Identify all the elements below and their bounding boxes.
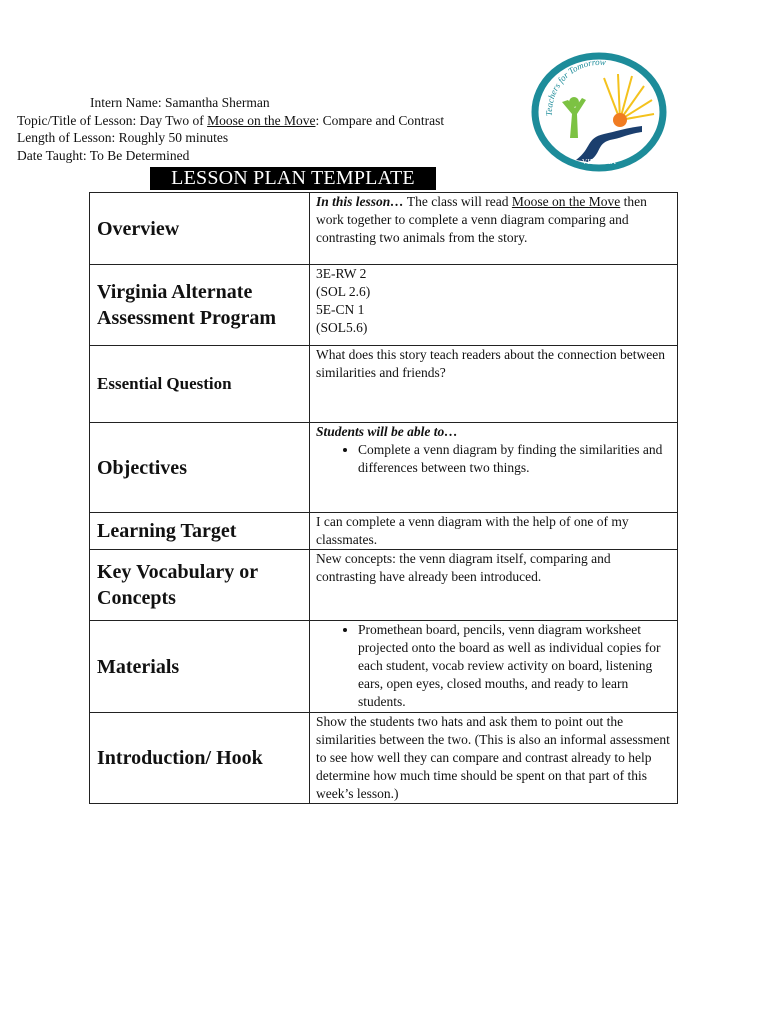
table-row (90, 550, 678, 621)
lesson-topic (17, 112, 444, 130)
overview-text-start: The class will read (403, 194, 512, 209)
table-row (90, 193, 678, 265)
row-content-key-vocabulary: New concepts: the venn diagram itself, comparing and contrasting have already been introduced. (310, 550, 678, 621)
table-row (90, 423, 678, 513)
standard-line: 3E-RW 2 (316, 266, 367, 281)
row-label-objectives: Objectives (90, 423, 310, 513)
overview-lead: In this lesson… (316, 194, 404, 209)
lesson-plan-table (89, 192, 678, 804)
standard-line: (SOL5.6) (316, 320, 368, 335)
materials-list (316, 621, 673, 711)
topic-prefix: Topic/Title of Lesson: Day Two of (17, 112, 208, 128)
row-label-introduction-hook: Introduction/ Hook (90, 713, 310, 804)
row-label-essential-question: Essential Question (90, 346, 310, 423)
table-row (90, 346, 678, 423)
objectives-list (316, 441, 673, 477)
row-label-vaap: Virginia Alternate Assessment Program (90, 265, 310, 346)
row-content-objectives (310, 423, 678, 513)
lesson-length: Length of Lesson: Roughly 50 minutes (17, 130, 229, 146)
intern-name: Intern Name: Samantha Sherman (90, 95, 270, 110)
logo-arc-text: Teachers for Tomorrow (543, 56, 607, 117)
overview-text-end: then work together to complete a venn diagram comparing and contrasting two animals from the story. (316, 194, 647, 245)
row-content-vaap (310, 265, 678, 346)
teachers-for-tomorrow-logo (530, 52, 668, 172)
topic-suffix: : Compare and Contrast (315, 112, 445, 128)
table-row (90, 621, 678, 713)
lesson-header (17, 94, 444, 164)
row-label-key-vocabulary: Key Vocabulary or Concepts (90, 550, 310, 621)
person-figure-icon (562, 97, 586, 138)
row-content-overview (310, 193, 678, 265)
document-title: LESSON PLAN TEMPLATE (150, 167, 436, 190)
row-label-materials: Materials (90, 621, 310, 713)
objectives-lead: Students will be able to… (316, 424, 458, 439)
row-content-learning-target: I can complete a venn diagram with the help of one of my classmates. (310, 513, 678, 550)
list-item: • Complete a venn diagram by finding the similarities and differences between two things. (358, 441, 673, 477)
row-content-materials (310, 621, 678, 713)
table-row (90, 513, 678, 550)
date-taught: Date Taught: To Be Determined (17, 147, 190, 163)
table-row (90, 265, 678, 346)
overview-book-title: Moose on the Move (511, 194, 621, 209)
row-label-overview: Overview (90, 193, 310, 265)
logo-state-text: VIRGINIA (581, 157, 617, 166)
sun-icon (613, 113, 627, 127)
row-label-learning-target: Learning Target (90, 513, 310, 550)
row-content-introduction-hook: Show the students two hats and ask them to point out the similarities between the two. (This is also an informal assessment to see how well they can compare and contrast already to help determine how much time should be spent on that part of this week’s lesson.) (310, 713, 678, 804)
standard-line: (SOL 2.6) (316, 284, 371, 299)
row-content-essential-question: What does this story teach readers about the connection between similarities and friends? (310, 346, 678, 423)
table-row (90, 713, 678, 804)
list-item: • Promethean board, pencils, venn diagram worksheet projected onto the board as well as individual copies for each student, vocab review activity on board, listening ears, open eyes, closed mouths, and ready to learn students. (358, 621, 673, 711)
topic-book-title: Moose on the Move (207, 112, 316, 128)
standard-line: 5E-CN 1 (316, 302, 365, 317)
sun-rays-icon (604, 74, 654, 120)
